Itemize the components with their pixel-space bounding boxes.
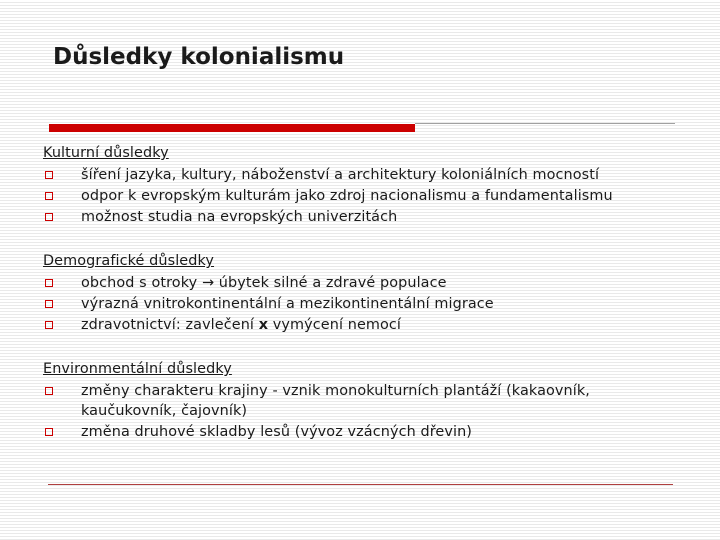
section-environmental: [42, 359, 692, 442]
square-bullet-icon: [45, 213, 53, 221]
list-item: [42, 381, 692, 421]
list-item-text-continued: kaučukovník, čajovník): [81, 403, 248, 419]
title-underline-rule: [415, 123, 675, 124]
square-bullet-icon: [45, 192, 53, 200]
list-item-text: šíření jazyka, kultury, náboženství a architektury koloniálních mocností: [81, 167, 600, 183]
list-item-text: změna druhové skladby lesů (vývoz vzácných dřevin): [81, 424, 473, 440]
list-item: [42, 165, 692, 185]
section-heading: Environmentální důsledky: [43, 361, 232, 377]
bullet-list: [42, 273, 692, 335]
list-item: [42, 315, 692, 335]
slide-content: [42, 143, 692, 466]
square-bullet-icon: [45, 428, 53, 436]
list-item: [42, 273, 692, 293]
bullet-list: [42, 381, 692, 442]
list-item: [42, 186, 692, 206]
list-item-text: možnost studia na evropských univerzitách: [81, 209, 398, 225]
list-item-text: vymýcení nemocí: [272, 317, 402, 333]
title-underline-accent: [49, 124, 415, 132]
square-bullet-icon: [45, 279, 53, 287]
square-bullet-icon: [45, 171, 53, 179]
list-item-text: změny charakteru krajiny - vznik monokulturních plantáží (kakaovník,: [81, 383, 590, 399]
list-item-text: obchod s otroky: [81, 275, 198, 291]
page-title: Důsledky kolonialismu: [53, 44, 345, 70]
footer-rule: [48, 484, 673, 485]
versus-mark: x: [258, 317, 269, 333]
list-item-text: zdravotnictví: zavlečení: [81, 317, 255, 333]
section-heading: Demografické důsledky: [43, 253, 215, 269]
square-bullet-icon: [45, 321, 53, 329]
list-item: [42, 207, 692, 227]
square-bullet-icon: [45, 300, 53, 308]
section-demographic: [42, 251, 692, 335]
list-item: [42, 294, 692, 314]
section-heading: Kulturní důsledky: [43, 145, 169, 161]
square-bullet-icon: [45, 387, 53, 395]
list-item-text: výrazná vnitrokontinentální a mezikontinentální migrace: [81, 296, 494, 312]
list-item-text: odpor k evropským kulturám jako zdroj nacionalismu a fundamentalismu: [81, 188, 613, 204]
list-item-text: úbytek silné a zdravé populace: [218, 275, 447, 291]
bullet-list: [42, 165, 692, 227]
right-arrow-icon: →: [201, 275, 215, 291]
list-item: [42, 422, 692, 442]
section-cultural: [42, 143, 692, 227]
